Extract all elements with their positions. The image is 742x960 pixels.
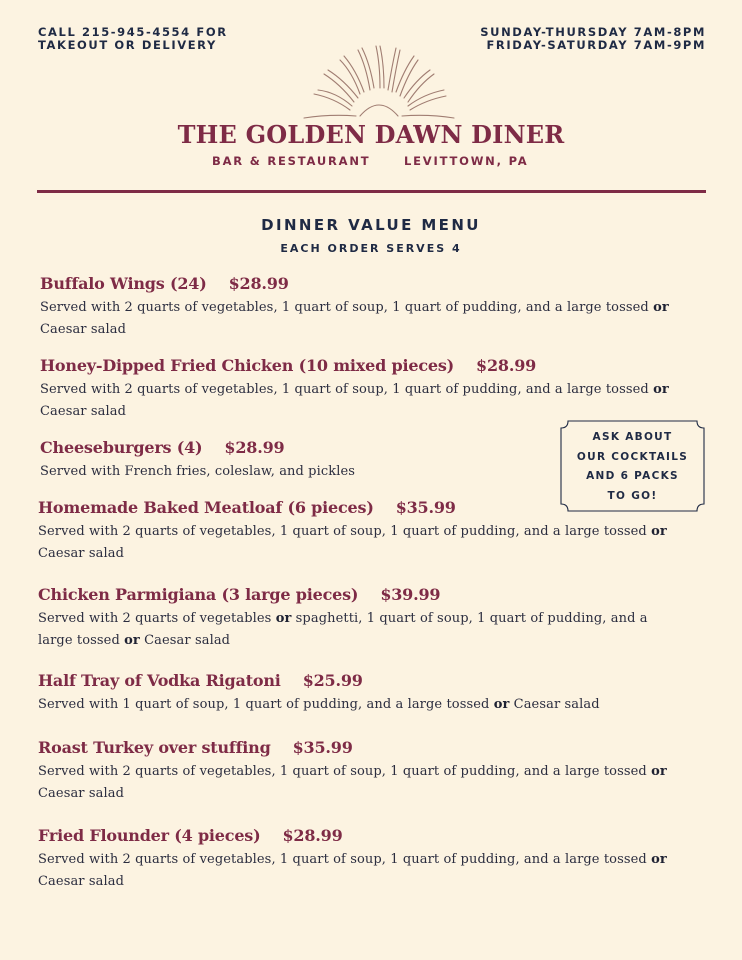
item-price: $35.99 — [395, 498, 456, 517]
menu-item-buffalo-wings — [40, 273, 680, 341]
promo-line-2: OUR COCKTAILS — [576, 450, 689, 463]
contact-info — [38, 26, 228, 52]
item-name: Honey-Dipped Fried Chicken (10 mixed pieces) — [40, 356, 455, 375]
subtitle-location: LEVITTOWN, PA — [404, 154, 529, 168]
opening-hours — [480, 26, 706, 52]
header-divider — [37, 190, 706, 193]
menu-subtitle: EACH ORDER SERVES 4 — [280, 242, 462, 255]
promo-line-1: ASK ABOUT — [592, 431, 673, 443]
item-description: Served with 1 quart of soup, 1 quart of pudding, and a large tossed or Caesar salad — [38, 697, 600, 712]
menu-title: DINNER VALUE MENU — [261, 216, 481, 234]
menu-item-vodka-rigatoni — [38, 670, 678, 716]
promo-line-4: TO GO! — [607, 489, 658, 502]
sun-rays-icon — [300, 44, 458, 122]
item-description: Served with 2 quarts of vegetables, 1 quart of soup, 1 quart of pudding, and a large tossed or Caesar salad — [38, 524, 667, 561]
menu-item-fried-chicken — [40, 355, 680, 423]
cocktails-promo-box — [560, 420, 705, 512]
restaurant-title: THE GOLDEN DAWN DINER — [177, 120, 565, 149]
item-description: Served with French fries, coleslaw, and pickles — [40, 464, 356, 479]
contact-line-2: TAKEOUT OR DELIVERY — [38, 38, 217, 52]
item-name: Roast Turkey over stuffing — [38, 738, 271, 757]
item-price: $28.99 — [476, 356, 537, 375]
item-name: Buffalo Wings (24) — [40, 274, 207, 293]
item-description: Served with 2 quarts of vegetables, 1 quart of soup, 1 quart of pudding, and a large tossed or Caesar salad — [40, 382, 669, 419]
item-description: Served with 2 quarts of vegetables or spaghetti, 1 quart of soup, 1 quart of pudding, and a large tossed or Caesar salad — [38, 611, 648, 648]
item-description: Served with 2 quarts of vegetables, 1 quart of soup, 1 quart of pudding, and a large tossed or Caesar salad — [38, 852, 667, 889]
menu-item-roast-turkey — [38, 737, 678, 805]
subtitle-bar-restaurant: BAR & RESTAURANT — [212, 154, 371, 168]
item-price: $35.99 — [292, 738, 353, 757]
item-name: Half Tray of Vodka Rigatoni — [38, 671, 281, 690]
item-name: Homemade Baked Meatloaf (6 pieces) — [38, 498, 374, 517]
item-price: $28.99 — [282, 826, 343, 845]
hours-line-1: SUNDAY-THURSDAY 7AM-8PM — [480, 25, 706, 39]
item-price: $25.99 — [302, 671, 363, 690]
item-price: $28.99 — [228, 274, 289, 293]
item-name: Fried Flounder (4 pieces) — [38, 826, 261, 845]
item-price: $39.99 — [380, 585, 441, 604]
promo-line-3: AND 6 PACKS — [586, 470, 679, 482]
item-description: Served with 2 quarts of vegetables, 1 quart of soup, 1 quart of pudding, and a large tossed or Caesar salad — [40, 300, 669, 337]
menu-item-cheeseburgers — [40, 437, 540, 483]
item-price: $28.99 — [224, 438, 285, 457]
contact-line-1: CALL 215-945-4554 FOR — [38, 25, 228, 39]
menu-item-chicken-parmigiana — [38, 584, 678, 652]
item-name: Cheeseburgers (4) — [40, 438, 203, 457]
menu-item-fried-flounder — [38, 825, 678, 893]
item-name: Chicken Parmigiana (3 large pieces) — [38, 585, 359, 604]
hours-line-2: FRIDAY-SATURDAY 7AM-9PM — [486, 38, 706, 52]
item-description: Served with 2 quarts of vegetables, 1 quart of soup, 1 quart of pudding, and a large tossed or Caesar salad — [38, 764, 667, 801]
